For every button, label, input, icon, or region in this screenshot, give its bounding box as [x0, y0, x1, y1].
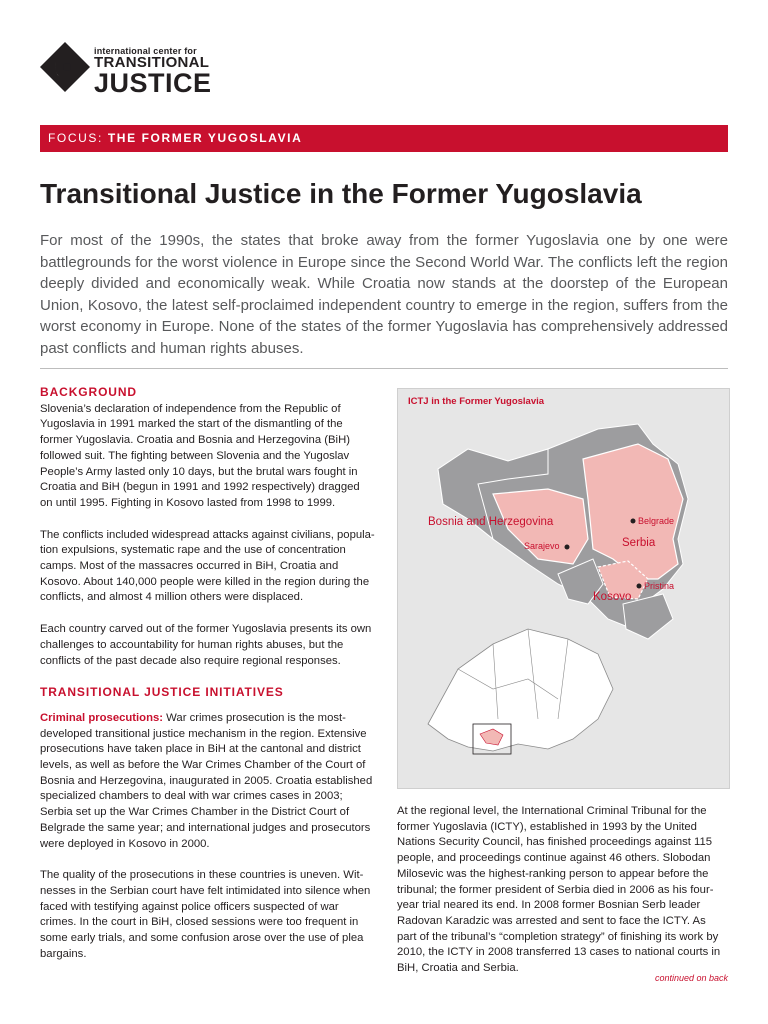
map-label-kosovo: Kosovo [593, 591, 632, 603]
background-paragraph-3: Each country carved out of the former Yugoslavia presents its own challenges to accountability for human rights abuses, but the conflicts of the past decade also require regional responses. [40, 623, 372, 667]
initiatives-paragraph-1 [40, 711, 375, 852]
initiatives-paragraph-2: The quality of the prosecutions in these countries is uneven. Wit-nesses in the Serbian court have felt intimidated into silence when faced with testifying against police officers suspected of war crimes. In the court in BiH, closed sessions were too frequent in some early trials, and some confusion arose over the use of plea bargains. [40, 869, 371, 960]
focus-banner [40, 125, 728, 152]
right-column-paragraph: At the regional level, the International Criminal Tribunal for the former Yugoslavia (ICTY), established in 1993 by the United Nations Security Council, has finished proceedings against 115 people, and proceedings continue against 46 others. Slobodan Milosevic was the highest-ranking person to appear before the tribunal; the former president of Serbia died in 2006 as his four-year trial neared its end. In 2008 former Bosnian Serb leader Radovan Karadzic was arrested and sent to face the ICTY. As part of the tribunal’s “completion strategy” of finishing its work by 2010, the ICTY in 2008 transferred 13 cases to national courts in BiH, Croatia and Serbia. [397, 805, 721, 975]
focus-topic: THE FORMER YUGOSLAVIA [107, 131, 303, 145]
map-figure [397, 388, 730, 789]
logo-line-1: international center for [94, 46, 197, 56]
map-label-sarajevo: Sarajevo [524, 541, 560, 551]
divider [40, 368, 728, 369]
sarajevo-marker [565, 545, 570, 550]
background-paragraph-2: The conflicts included widespread attacks against civilians, popula-tion expulsions, systematic rape and the use of concentration camps. Most of the massacres occurred in BiH, Croatia and Kosovo. About 140,000 people were killed in the region during the conflicts, and almost 4 million others were displaced. [40, 528, 375, 604]
left-column [40, 385, 375, 979]
map-caption: ICTJ in the Former Yugoslavia [408, 396, 545, 407]
initiatives-paragraph-1-text: War crimes prosecution is the most-developed transitional justice mechanism in the region. Extensive prosecutions have taken place in BiH at the cantonal and district levels, as well as before the War Crimes Chamber of the Court of Bosnia and Herzegovina, inaugurated in 2005. Croatia established specialized chambers to deal with war crimes cases in 2003; Serbia set up the War Crimes Chamber in the District Court of Belgrade the same year; and international judges and prosecutors were deployed in Kosovo in 2000. [40, 711, 373, 850]
map-label-serbia: Serbia [622, 537, 656, 549]
initiatives-heading: TRANSITIONAL JUSTICE INITIATIVES [40, 685, 284, 700]
logo-line-3: JUSTICE [94, 68, 212, 98]
pristina-marker [637, 584, 642, 589]
background-paragraph-1: Slovenia’s declaration of independence from the Republic of Yugoslavia in 1991 marked the start of the dismantling of the former Yugoslavia. Croatia and Bosnia and Herzegovina (BiH) followed suit. The fighting between Slovenia and the Yugoslav People’s Army lasted only 10 days, but the brutal wars fought in Croatia and BiH (begun in 1991 and 1992 respectively) dragged on until 1995. Fighting in Kosovo lasted from 1998 to 1999. [40, 402, 360, 509]
map-label-pristina: Pristina [644, 581, 675, 591]
page-title: Transitional Justice in the Former Yugoslavia [40, 178, 642, 209]
continued-on-back-note: continued on back [654, 973, 728, 983]
belgrade-marker [631, 519, 636, 524]
map-graphic [398, 389, 729, 788]
ictj-logo-mark-icon [40, 42, 90, 92]
logo-line-2: TRANSITIONAL [94, 54, 210, 71]
focus-prefix: FOCUS: [48, 131, 103, 145]
europe-inset-map [428, 629, 613, 754]
criminal-prosecutions-lead: Criminal prosecutions: [40, 711, 164, 724]
lead-paragraph: For most of the 1990s, the states that broke away from the former Yugoslavia one by one were battlegrounds for the worst violence in Europe since the Second World War. The conflicts left the region deeply divided and economically weak. While Croatia now stands at the doorstep of the European Union, Kosovo, the latest self-proclaimed independent country to emerge in the region, suffers from the worst economy in Europe. None of the states of the former Yugoslavia has comprehensively addressed past conflicts and human rights abuses. [40, 232, 728, 357]
ictj-logo [40, 40, 210, 110]
map-label-bih: Bosnia and Herzegovina [428, 516, 554, 528]
background-heading: BACKGROUND [40, 385, 137, 399]
map-label-belgrade: Belgrade [638, 516, 675, 526]
